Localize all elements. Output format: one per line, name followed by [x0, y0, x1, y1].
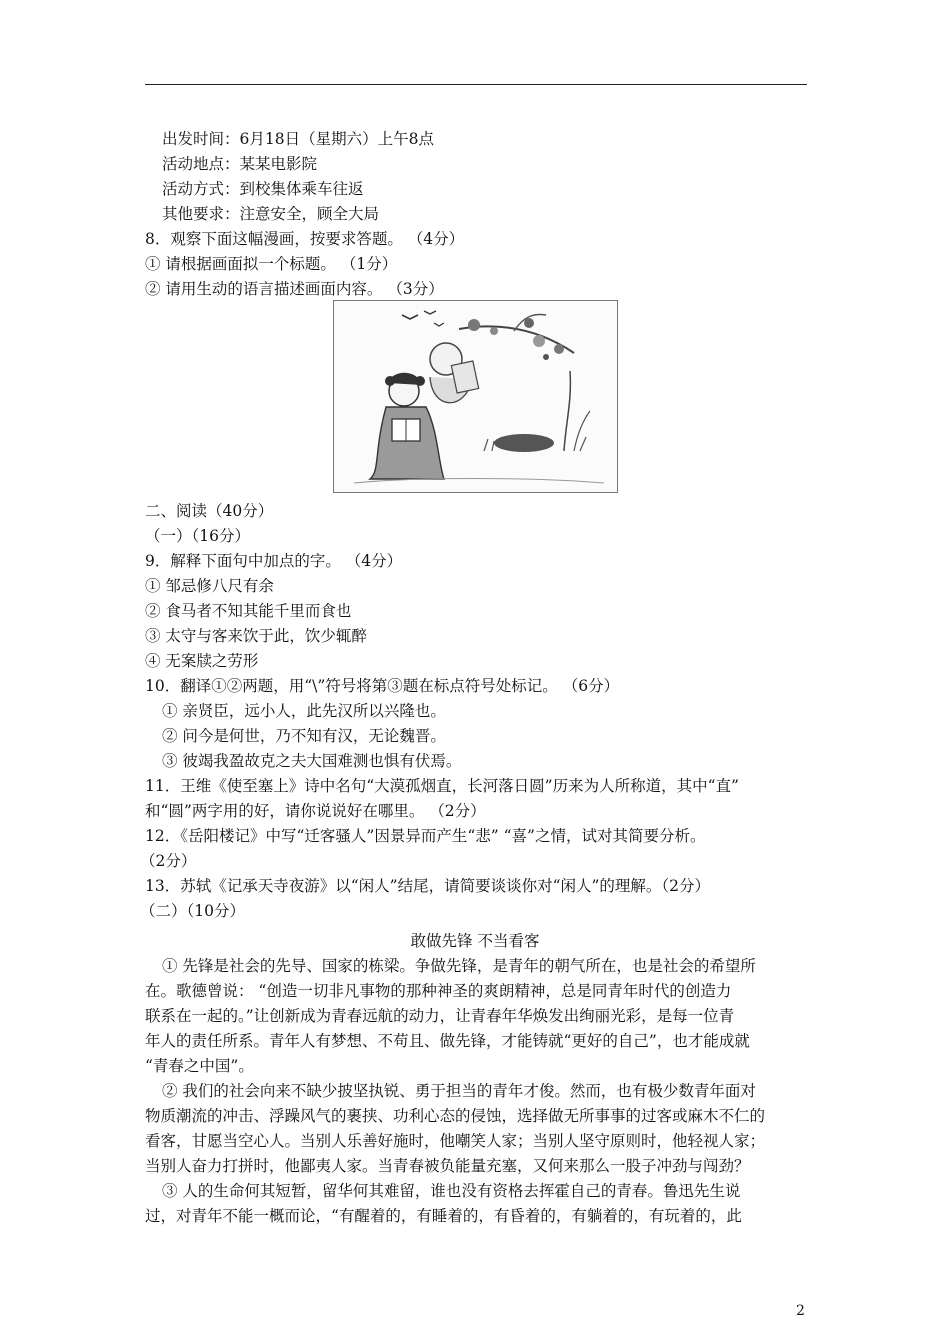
activity-time: 出发时间：6月18日（星期六）上午8点 — [162, 130, 434, 148]
question-10-stem: 10．翻译①②两题，用“\”符号将第③题在标点符号处标记。 （6分） — [145, 677, 620, 695]
activity-place: 活动地点：某某电影院 — [162, 155, 318, 173]
question-9-stem: 9．解释下面句中加点的字。 （4分） — [145, 552, 403, 570]
passage-line: 联系在一起的。”让创新成为青春远航的动力，让青春年华焕发出绚丽光彩，是每一位青 — [145, 1007, 735, 1025]
passage-line: ② 我们的社会向来不缺少披坚执锐、勇于担当的青年才俊。然而，也有极少数青年面对 — [162, 1082, 756, 1100]
question-12-line1: 12．《岳阳楼记》中写“迁客骚人”因景异而产生“悲” “喜”之情，试对其简要分析。 — [145, 827, 706, 845]
section-2-heading: 二、阅读（40分） — [145, 502, 274, 520]
part-2-label: （二）（10分） — [140, 902, 245, 920]
passage-line: ③ 人的生命何其短暂，留华何其难留，谁也没有资格去挥霍自己的青春。鲁迅先生说 — [162, 1182, 741, 1200]
question-12-line2: （2分） — [140, 852, 197, 870]
question-9-item: ① 邹忌修八尺有余 — [145, 577, 274, 595]
question-11-line1: 11．王维《使至塞上》诗中名句“大漠孤烟直，长河落日圆”历来为人所称道，其中“直” — [145, 777, 739, 795]
passage-title: 敢做先锋 不当看客 — [410, 932, 540, 950]
question-8-sub1: ① 请根据画面拟一个标题。 （1分） — [145, 255, 398, 273]
passage-line: 当别人奋力打拼时，他鄙夷人家。当青春被负能量充塞，又何来那么一股子冲劲与闯劲？ — [145, 1157, 750, 1175]
passage-line: 过，对青年不能一概而论，“有醒着的，有睡着的，有昏着的，有躺着的，有玩着的，此 — [145, 1207, 742, 1225]
question-8-sub2: ② 请用生动的语言描述画面内容。 （3分） — [145, 280, 444, 298]
cartoon-drawing — [334, 301, 617, 492]
question-10-item: ① 亲贤臣，远小人，此先汉所以兴隆也。 — [162, 702, 446, 720]
question-9-item: ③ 太守与客来饮于此，饮少辄醉 — [145, 627, 367, 645]
header-rule — [145, 84, 807, 85]
question-9-item: ④ 无案牍之劳形 — [145, 652, 259, 670]
question-10-item: ③ 彼竭我盈故克之夫大国难测也惧有伏焉。 — [162, 752, 462, 770]
question-10-item: ② 问今是何世，乃不知有汉，无论魏晋。 — [162, 727, 446, 745]
passage-line: 年人的责任所系。青年人有梦想、不苟且、做先锋，才能铸就“更好的自己”，也才能成就 — [145, 1032, 750, 1050]
activity-requirement: 其他要求：注意安全，顾全大局 — [162, 205, 380, 223]
activity-mode: 活动方式：到校集体乘车往返 — [162, 180, 364, 198]
passage-line: 看客，甘愿当空心人。当别人乐善好施时，他嘲笑人家；当别人坚守原则时，他轻视人家； — [145, 1132, 766, 1150]
question-9-item: ② 食马者不知其能千里而食也 — [145, 602, 352, 620]
cartoon-image — [333, 300, 618, 493]
question-13-line1: 13．苏轼《记承天寺夜游》以“闲人”结尾，请简要谈谈你对“闲人”的理解。（2分） — [145, 877, 711, 895]
passage-line: “青春之中国”。 — [145, 1057, 254, 1075]
passage-line: 物质潮流的冲击、浮躁风气的裹挟、功利心态的侵蚀，选择做无所事事的过客或麻木不仁的 — [145, 1107, 766, 1125]
question-11-line2: 和“圆”两字用的好，请你说说好在哪里。 （2分） — [145, 802, 486, 820]
page-number: 2 — [796, 1303, 805, 1319]
passage-line: ① 先锋是社会的先导、国家的栋梁。争做先锋，是青年的朝气所在，也是社会的希望所 — [162, 957, 756, 975]
question-8-stem: 8．观察下面这幅漫画，按要求答题。 （4分） — [145, 230, 465, 248]
passage-line: 在。歌德曾说： “创造一切非凡事物的那种神圣的爽朗精神，总是同青年时代的创造力 — [145, 982, 732, 1000]
section-2-part1: （一）（16分） — [145, 527, 250, 545]
